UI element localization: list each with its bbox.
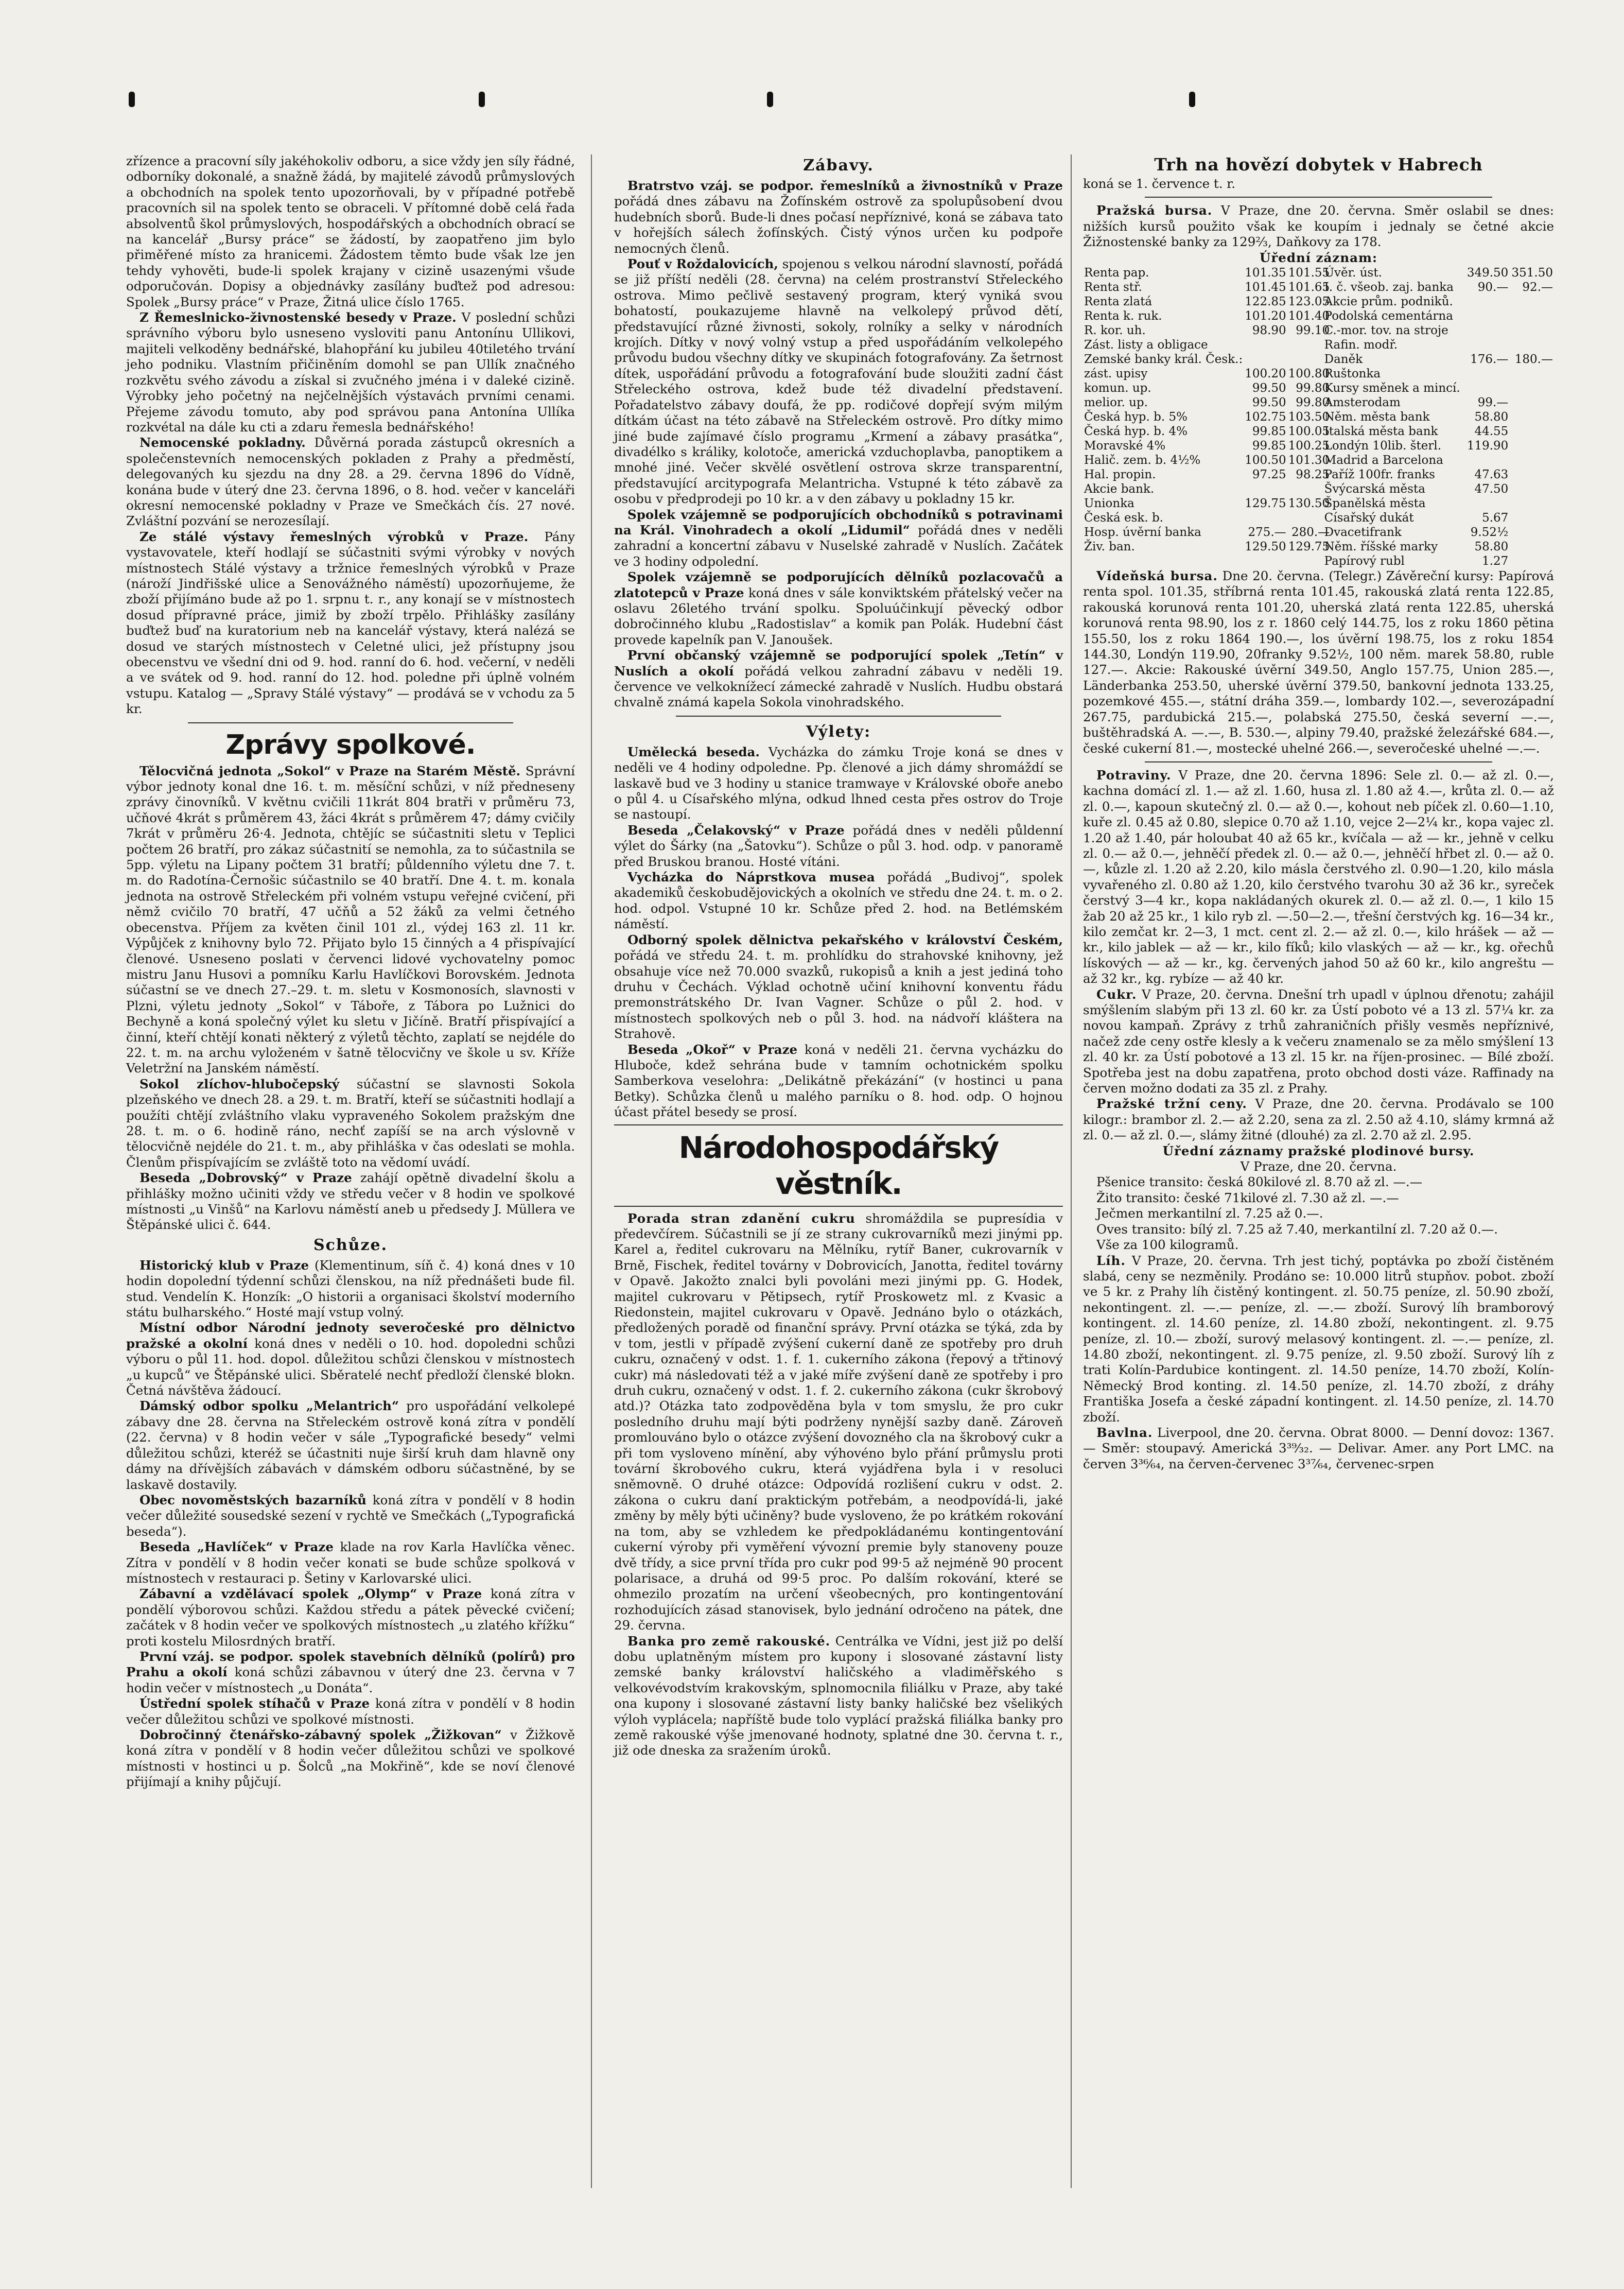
kurs-name: Zást. listy a obligace (1084, 338, 1208, 352)
zabava-item (614, 256, 1063, 507)
kurs-zbozi: 180.— (1514, 353, 1553, 367)
kurs-name: zást. upisy (1084, 367, 1148, 381)
kurs-name: Španělská města (1324, 497, 1426, 511)
schuze-item-heading: Zábavní a vzdělávací spolek „Olymp“ v Praze (139, 1586, 482, 1602)
kurs-name: Kursy směnek a mincí. (1324, 382, 1460, 395)
bavlna-text: Liverpool, dne 20. června. Obrat 8000. — Denní dovoz: 1367. — Směr: stoupavý. Americká 3³⁹⁄₃₂. — Delivar. Amer. any Port LMC. na červen 3³⁶⁄₆₄, na červen-červenec 3³⁷⁄₆₄, červenec-srpen (1083, 1425, 1555, 1471)
schuze-item-text: koná zítra v pondělí v 8 hodin večer důležité sousedské sezení v rychtě ve Smečkách („Typografická beseda“). (126, 1492, 575, 1539)
kurs-name: Ruštonka (1324, 367, 1381, 381)
kurs-row (1323, 309, 1554, 323)
kurs-name: I. č. všeob. zaj. banka (1324, 281, 1454, 294)
kurs-zbozi: 101.30 (1288, 454, 1330, 467)
vylet-item-heading: Odborný spolek dělnictva pekařského v království Českém, (627, 932, 1063, 947)
kurs-name: Česká hyp. b. 5% (1084, 410, 1188, 424)
schuze-item (126, 1539, 575, 1586)
cukr-text: V Praze, 20. června. Dnešní trh upadl v úplnou dřenotu; zahájil smýšlením slabým při 13 zl. 60 kr. za Ústí poboto vé a 13 zl. 57¼ kr. za novou kampaň. Zprávy z trhů zahraničních přišly vesměs nepříznivé, načež zde ceny ostře klesly a k večeru znamenalo se za mělo smýšlení 13 zl. 40 kr. za Ústí pobotové a 13 zl. 15 kr. na říjen-prosinec. — Bílé zboží. Spotřeba jest na dobu zapatřena, proto obchod dosti váze. Raffinady na červen možno dodati za 35 zl. z Prahy. (1083, 986, 1554, 1096)
kurs-name: Unionka (1084, 497, 1134, 511)
kurs-zbozi: 98.25 (1296, 468, 1330, 482)
punch-mark (767, 92, 773, 107)
schuze-item-text: (Klementinum, síň č. 4) koná dnes v 10 hodin dopolední týdenní schůzi členskou, na níž přednášeti bude fil. stud. Vendelín K. Honzík: „O historii a organisaci školství moderního státu bulharského.“ Hosté mají vstup volný. (126, 1257, 575, 1320)
kurs-zbozi: 351.50 (1511, 266, 1553, 280)
kurs-name: Zemské banky král. Česk.: (1084, 353, 1243, 367)
kurs-row (1083, 467, 1331, 482)
schuze-item (126, 1696, 575, 1727)
kurs-zbozi: 100.80 (1288, 367, 1330, 381)
schuze-item-heading: Obec novoměstských bazarníků (139, 1492, 366, 1507)
schuze-item-heading: Dámský odbor spolku „Melantrich“ (139, 1398, 399, 1414)
kurs-row (1323, 266, 1554, 280)
kurs-zbozi (1509, 482, 1554, 496)
kurs-pen: 47.63 (1474, 468, 1509, 482)
kurs-row (1083, 338, 1331, 352)
punch-mark (129, 92, 135, 107)
notice-item-heading: Nemocenské pokladny. (139, 435, 306, 450)
kurs-row (1083, 540, 1331, 554)
section-title-spolky: Zprávy spolkové. (225, 729, 476, 760)
kurs-zbozi: 99.80 (1296, 396, 1330, 410)
kurs-zbozi (1509, 453, 1554, 467)
viden-text: Dne 20. června. (Telegr.) Závěreční kursy: Papírová renta spol. 101.35, stříbrná renta 101.45, rakouská zlatá renta 122.85, rakouská korunová renta 101.20, uherská zlatá renta 122.85, uherská korunová renta 98.90, los z r. 1860 celý 144.75, los z roku 1860 pětina 155.50, los z roku 1864 190.—, los úvěrní 198.75, los z roku 1854 144.30, Londýn 119.90, 20franky 9.52½, 100 něm. marek 58.80, ruble 127.—. Akcie: Rakouské úvěrní 349.50, Anglo 157.75, Union 285.—, Länderbanka 253.50, uherské úvěrní 379.50, bankovní jednota 133.25, pozemkové 455.—, státní dráha 359.—, lombardy 102.—, severozápadní 267.75, pardubická 215.—, polabská 275.50, česká severní —.—, buštěhradská A. —.—, B. 530.—, alpiny 79.40, pražské železářské 684.—, české cukerní 81.—, mostecké uhelné 266.—, severočeské uhelné —.—. (1083, 568, 1554, 756)
schuze-item-text: pro uspořádání velkolepé zábavy dne 28. června na Střeleckém ostrově koná zítra v pondělí (22. června) v 8 hodin večer v sále „Typografické besedy“ velmi důležitou schůzi, kteréž se účastniti nuje širší kruh dam hlavně ony dámy na dřívějších zábavách v dámském odboru súčastněné, by se laskavě dostavily. (126, 1398, 575, 1492)
kurs-pen: 9.52½ (1470, 526, 1509, 540)
zabava-item (614, 507, 1063, 570)
schuze-item (126, 1649, 575, 1696)
vylet-item-heading: Beseda „Čelakovský“ v Praze (627, 822, 845, 838)
kurs-pen (1244, 511, 1287, 525)
kurs-pen: 102.75 (1245, 410, 1286, 424)
kurs-pen: 1.27 (1482, 554, 1509, 568)
kursy-right (1323, 266, 1554, 568)
uredni-line: Pšenice transito: česká 80kilové zl. 8.70 až zl. —.— (1096, 1174, 1423, 1190)
uredni-line: Ječmen merkantilní zl. 7.25 až 0.—. (1096, 1206, 1323, 1221)
kurs-row (1323, 280, 1554, 294)
kurs-zbozi (1509, 395, 1554, 410)
kurs-pen: 99.50 (1252, 396, 1286, 410)
kurs-zbozi: 129.75 (1288, 540, 1330, 554)
notice-item-text: Důvěrná porada zástupců okresních a společenstevních nemocenských pokladen z Prahy a předměstí, delegovaných ku sjezdu na dny 28. a 29. června 1896 do Vídně, konána bude v úterý dne 23. června 1896, o 8. hod. večer v kanceláři okresní nemocenské pokladny v Praze ve Smečkách čís. 27 nové. Zvláštní pozvání se nerozesílají. (126, 435, 575, 529)
kurs-name: Papírový rubl (1324, 554, 1405, 568)
schuze-item-text: koná zítra v pondělí v 8 hodin večer důležitou schůzi ve spolkové místnosti. (126, 1696, 575, 1727)
kurs-pen: 100.20 (1245, 367, 1286, 381)
kurs-zbozi: 92.— (1522, 281, 1553, 294)
notice-item (126, 435, 575, 529)
kurs-pen (1465, 338, 1510, 352)
spolek-item-text: Správní výbor jednoty konal dne 16. t. m. měsíční schůzi, v níž předneseny zprávy činovníků. V květnu cvičili 11krát 804 bratři v průměru 73, učňové 4krát s průměrem 43, žáci 4krát s průměrem 47; dámy cvičily 7krát v průměru 26·4. Jednota, chtějíc se súčastniti sletu v Teplici počtem 26 bratří, pro zákaz súčastnití se nemohla, za to súčastnila se 5pp. výletu na Lipany počtem 31 bratří; půldenního výletu dne 7. t. m. do Radotína-Černošic súčastnilo se 40 bratří. Dne 4. t. m. konala jednota na ostrově Střeleckém při volném vstupu veřejné cvičení, při němž cvičilo 70 bratří, 47 učňů a 52 žáků za velmi četného obecenstva. Příjem za květen činil 101 zl., výdej 163 zl. 11 kr. Výpůjček z knihovny bylo 72. Přijato bylo 15 činných a 4 přispívající členové. Usneseno poslati v červenci lidové vychovatelny pomoc mistru Janu Husovi a pomníku Karlu Havlíčkovi Borovském. Jednota súčastní se ve dnech 27.–29. t. m. sletu v Kosmonosích, slavnosti v Plzni, výletu jednoty „Sokol“ v Táboře, z Tábora po Lužnici do Bechyně a koná společný výlet ku sletu v Jičíně. Bratří přispívající a činní, kteří chtějí konati některý z výletů těchto, zaplatí se nejdéle do 22. t. m. na archu vyloženém v šatně tělocvičny ve škole u sv. Kříže Veletržní na Janském náměstí. (126, 763, 575, 1076)
banka-text: Centrálka ve Vídni, jest již po delší dobu uplatněným místem pro kupony i slosované zástavní listy zemské banky království haličského a vladiměřského s velkovévodstvím krakovským, splnomocnila filiálku v Praze, aby také ona kupony i slosované zástavní listy banky haličské bez všelikých výloh vyplácela; napříště bude tolo vyplácí pražská filiálka banky pro země rakouské výše jmenované hodnoty, splatné dne 30. června t. r., již ode dneska za sražením úroků. (614, 1633, 1063, 1758)
kurs-pen: 119.90 (1466, 439, 1509, 453)
schuze-item (126, 1727, 575, 1790)
spolek-item (126, 764, 575, 1077)
kurs-zbozi: 99.80 (1296, 382, 1330, 395)
kurs-pen: 349.50 (1466, 266, 1509, 280)
kurs-pen (1244, 352, 1287, 367)
porada-heading: Porada stran zdanění cukru (627, 1210, 855, 1226)
schuze-item-heading: První vzáj. se podpor. spolek stavebních dělníků (polírů) pro Prahu a okolí (126, 1649, 575, 1680)
kurs-pen (1465, 381, 1510, 395)
potraviny-text: V Praze, dne 20. června 1896: Sele zl. 0.— až zl. 0.—, kachna domácí zl. 1.— až zl. 1.60, husa zl. 1.80 až 4.—, krůta zl. 0.— až zl. 0.—, kapoun skutečný zl. 0.— až 0.—, kohout neb píček zl. 0.60—1.10, kuře zl. 0.45 až 0.80, slepice 0.70 až 1.10, vejce 2—2¼ kr., kopa vajec zl. 1.20 až 1.40, pár holoubat 40 až 65 kr., kvíčala — až — kr., jehně v celku zl. 0.— až 0.—, jehněčí předek zl. 0.— až 0.—, jehněčí hřbet zl. 0.— až 0.—, kůzle zl. 1.20 až 2.20, kilo másla čerstvého zl. 0.90—1.20, kilo másla vyvařeného zl. 0.80 až 1.20, kilo čerstvého tvarohu 30 až 36 kr., syreček čerstvý 3—4 kr., kopa nakládaných okurek zl. 0.— až zl. 0.—, 1 kilo 15 žab 20 až 25 kr., 1 kilo ryb zl. —.50—2.—, třešní čerstvých kg. 16—34 kr., kilo zemčat kr. 2—3, 1 mct. cent zl. 2.— až zl. 0.—, kilo hrášek — až — kr., kilo jablek — až — kr., kilo fíků; kilo vlaských — až — kr., kg. ořechů lískových — až — kr., kg. červených jahod 50 až 60 kr., kilo angreštu — až 32 kr., kg. rybíze — až 40 kr. (1083, 767, 1555, 986)
kurs-pen: 99.85 (1252, 439, 1286, 453)
kurs-zbozi (1509, 511, 1554, 525)
kurs-row (1323, 367, 1554, 381)
kurs-pen: 98.90 (1252, 324, 1286, 338)
kurs-pen: 100.50 (1245, 454, 1286, 467)
kurs-pen: 122.85 (1245, 295, 1286, 309)
kurs-row (1083, 395, 1331, 410)
kurs-pen: 5.67 (1482, 511, 1509, 525)
zabava-item-text: pořádá dnes v neděli zahradní a koncertní zábavu v Nuselské zahradě v Nuslích. Začátek ve 3 hodiny odpolední. (614, 522, 1063, 569)
spolek-item-heading: Tělocvičná jednota „Sokol“ v Praze na Starém Městě. (139, 763, 521, 778)
kurs-row (1323, 410, 1554, 424)
spolek-item-heading: Sokol zlíchov-hlubočepský (139, 1076, 340, 1091)
kurs-pen: 176.— (1470, 353, 1509, 367)
vylety-list (614, 744, 1063, 1120)
zabava-item-heading: Bratrstvo vzáj. se podpor. řemeslníků a živnostníků v Praze (627, 178, 1063, 193)
vylet-item-text: Vycházka do zámku Troje koná se dnes v neděli ve 4 hodiny odpoledne. Pp. členové a jich dámy shromáždí se laskavě bud ve 3 hodiny u stanice tramwaye v Královské oboře anebo o půl 4. u Císařského mlýna, odkud lhned cesta přes ostrov do Troje se nastoupí. (614, 744, 1063, 822)
kurs-zbozi: 130.50 (1288, 497, 1330, 511)
vylet-item-heading: Umělecká beseda. (627, 744, 760, 759)
kurs-name: Renta pap. (1084, 266, 1149, 280)
schuze-item-heading: Místní odbor Národní jednoty severočeské pro dělnictvo pražské a okolní (126, 1320, 575, 1351)
kurs-row (1083, 496, 1331, 511)
kurs-row (1083, 381, 1331, 395)
kurs-row (1323, 467, 1554, 482)
kurs-zbozi: 103.50 (1288, 410, 1330, 424)
kurs-pen (1244, 482, 1287, 496)
column-rule (1071, 154, 1072, 2188)
kurs-name: Italská města bank (1324, 425, 1438, 439)
punch-mark (1189, 92, 1195, 107)
kurs-zbozi (1509, 294, 1554, 309)
schuze-item-heading: Ústřední spolek stíhačů v Praze (139, 1696, 370, 1711)
kurs-zbozi: 101.40 (1288, 309, 1330, 323)
kurs-name: Londýn 10lib. šterl. (1324, 439, 1442, 453)
kurs-row (1323, 338, 1554, 352)
kurs-name: komun. up. (1084, 382, 1151, 395)
kurs-zbozi (1509, 540, 1554, 554)
uredni-heading: Úřední záznamy pražské plodinové bursy. (1162, 1143, 1475, 1158)
uredni-date: V Praze, dne 20. června. (1240, 1159, 1397, 1174)
schuze-item (126, 1398, 575, 1492)
kurs-zbozi: 99.10 (1296, 324, 1330, 338)
kurs-row (1323, 482, 1554, 496)
kurs-name: Renta k. ruk. (1084, 309, 1162, 323)
zabavy-list (614, 178, 1063, 710)
vylet-item (614, 823, 1063, 870)
zabava-item (614, 569, 1063, 648)
kurs-name: Něm. říšské marky (1324, 540, 1438, 554)
spolek-item (126, 1077, 575, 1170)
column-1 (126, 153, 575, 1790)
kurs-pen: 44.55 (1474, 425, 1509, 439)
schuze-item (126, 1258, 575, 1321)
kurs-row (1323, 496, 1554, 511)
schuze-item-heading: Historický klub v Praze (139, 1257, 309, 1273)
kurs-pen: 101.20 (1245, 309, 1286, 323)
zabava-item-text: spojenou s velkou národní slavností, pořádá se již příští neděli (28. června) na celém prostranství Střeleckého ostrova. Mimo pečlivě sestavený program, který vyniká svou bohatostí, poukazujeme hlavně na velkolepý průvod dětí, představující různé živnosti, sokoly, rolníky a selky v národních krojích. Dítky v nový volný vstup a před uspořádáním velkolepého průvodu budou všechny dítky ve skupinách fotografovány. Za šetrnost dítek, uspořádání průvodu a fotografování bude sloužiti zadní část Střeleckého ostrova, kdež bude též divadelní představení. Pořadatelstvo zábavy doufá, že pp. rodičové dopřejí svým milým dítkám účast na této zábavě na Střeleckém ostrově. Pro dítky mimo jiné bude zajímavé číslo programu „Krmení a zábavy prasátka“, divadélko s králiky, kolotoče, americká vzduchoplavba, panoptikem a mnohé jiné. Večer skvělé osvětlení ostrova skrze transparentní, představující arcitypografa Melantricha. Vstupné k této zábavě za osobu v předprodeji po 10 kr. a v den zábavy u pokladny 15 kr. (614, 256, 1063, 507)
vylet-item-text: pořádá dnes v neděli půldenní výlet do Šárky (na „Šatovku“). Schůze o půl 3. hod. odp. v panoramě před Bruskou branou. Hosté vítáni. (614, 822, 1063, 869)
kurs-row (1323, 294, 1554, 309)
kurs-name: melior. up. (1084, 396, 1148, 410)
kurs-row (1083, 280, 1331, 294)
trzni-text: V Praze, dne 20. června. Prodávalo se 100 kilogr.: brambor zl. 2.— až 2.20, sena za zl. 2.50 až 4.10, slámy krmná až zl. 0.— až zl. 0.—, slámy žitné (dlouhé) za zl. 2.70 až zl. 2.95. (1083, 1096, 1554, 1143)
kurs-row (1323, 439, 1554, 453)
kurs-zbozi: 280.— (1291, 526, 1330, 540)
kurs-zbozi: 101.55 (1288, 266, 1330, 280)
kurs-pen: 129.50 (1245, 540, 1286, 554)
kurs-pen: 97.25 (1252, 468, 1286, 482)
kurs-name: Daněk (1324, 353, 1363, 367)
zabava-item-heading: Pouť v Roždalovicích, (627, 256, 778, 272)
bavlna-heading: Bavlna. (1096, 1425, 1153, 1440)
kurs-row (1083, 410, 1331, 424)
kurs-name: Akcie bank. (1084, 482, 1155, 496)
kurs-pen: 129.75 (1245, 497, 1286, 511)
spolek-item-text: súčastní se slavnosti Sokola plzeňského ve dnech 28. a 29. t. m. Bratří, kteří se súčastniti hodlají a použíti chtějí zvláštního vlaku vypraveného Sokolem pražským dne 28. t. m. o 6. hodině ráno, nechť zapíší se na arch výslovně v tělocvičně nejdéle do 21. t. m., aby přihláška v čas odeslati se mohla. Členům přispívajícím se zvláště toto na vědomí uvádí. (126, 1076, 575, 1170)
kurs-pen (1465, 453, 1510, 467)
spolky-list (126, 764, 575, 1233)
section-title-vylety: Výlety: (806, 722, 871, 741)
viden-heading: Vídeňská bursa. (1096, 568, 1218, 584)
spolek-item-text: zahájí opětně divadelní školu a přihlášky možno učiniti vždy ve středu večer v 8 hodin ve spolkové místnosti „u Vinšů“ na Karlovu náměstí aneb u předsedy J. Müllera ve Štěpánské ulici č. 644. (126, 1170, 575, 1233)
kurs-zbozi (1509, 338, 1554, 352)
kurs-row (1323, 424, 1554, 439)
divider (1145, 197, 1492, 198)
divider (1145, 761, 1492, 762)
banka-heading: Banka pro země rakouské. (627, 1633, 831, 1649)
schuze-item-text: koná zítra v pondělí výborovou schůzi. Každou středu a pátek pěvecké cvičení; začátek v 8 hodin večer ve spolkových místnostech „u zlatého křížku“ proti kostelu Milosrdných bratří. (126, 1586, 575, 1649)
zabava-item-heading: Spolek vzájemně se podporujících obchodníků s potravinami na Král. Vinohradech a okolí „Lidumil“ (614, 507, 1063, 537)
kurs-name: Akcie prům. podniků. (1324, 295, 1453, 309)
kursy-left (1083, 266, 1331, 554)
notice-item-heading: Ze stálé výstavy řemeslných výrobků v Praze. (139, 529, 529, 544)
kurs-zbozi (1509, 424, 1554, 439)
kurs-row (1323, 352, 1554, 367)
kurs-name: Císařský dukát (1324, 511, 1414, 525)
spolek-item-heading: Beseda „Dobrovský“ v Praze (139, 1170, 352, 1186)
kurs-name: Dvacetifrank (1324, 526, 1402, 540)
trh-text: koná se 1. července t. r. (1083, 176, 1236, 191)
kurs-row (1323, 453, 1554, 467)
intro-paragraph: zřízence a pracovní síly jakéhokoliv odboru, a sice vždy jen síly řádné, odborníky dokonalé, a snažně žádá, by majitelé závodů průmyslových a obchodních na spolek tento upozorňovali, by v případné potřebě pracovních sil na spolek tento se obraceli. V přítomné době celá řada absolventů škol průmyslových, hospodářských a obchodních obrací se na kancelář „Bursy práce“ se žádostí, by zaopatřeno jim bylo přiměřené místo za hranicemi. Žádostem těmto bude však lze jen tehdy vyhověti, bude-li spolek krajany v cizině usazenými všude odporučován. Dopisy a objednávky zasílány buďtež pod adresou: Spolek „Bursy práce“ v Praze, Žitná ulice číslo 1765. (126, 153, 575, 309)
bursa-heading: Pražská bursa. (1096, 203, 1213, 218)
kurs-row (1083, 424, 1331, 439)
kurs-name: Úvěr. úst. (1324, 266, 1382, 280)
zabava-item-text: pořádá velkou zahradní zábavu v neděli 19. července ve velkoknížecí zámecké zahradě v Nuslích. Hudbu obstará chvalně známá kapela Sokola vinohradského. (614, 663, 1063, 710)
kurs-row (1083, 266, 1331, 280)
lih-heading: Líh. (1096, 1253, 1126, 1268)
kurs-name: Moravské 4% (1084, 439, 1166, 453)
kurs-row (1083, 294, 1331, 309)
section-title-vestnik: Národohospodářský věstník. (678, 1130, 999, 1201)
kurs-row (1083, 323, 1331, 338)
kurs-zbozi: 123.05 (1288, 295, 1330, 309)
kurs-row (1323, 381, 1554, 395)
kurs-zbozi (1509, 381, 1554, 395)
section-title-schuze: Schůze. (313, 1236, 388, 1254)
uredni-line: Žito transito: české 71kilové zl. 7.30 až zl. —.— (1096, 1190, 1399, 1205)
zabava-item-text: pořádá dnes zábavu na Žofínském ostrově za spolupůsobení dvou hudebních sborů. Bude-li dnes počasí nepříznivé, koná se zábava tato v hořejších sálech žofínských. Čistý výnos určen ku podpoře nemocných členů. (614, 194, 1063, 256)
kurs-zbozi (1509, 525, 1554, 540)
column-rule (591, 154, 592, 2188)
kurs-name: Renta stř. (1084, 281, 1142, 294)
kurs-row (1323, 395, 1554, 410)
kurs-name: Něm. města bank (1324, 410, 1430, 424)
kurs-pen: 90.— (1477, 281, 1509, 294)
kurs-pen (1244, 338, 1287, 352)
column-2 (614, 153, 1063, 1759)
kurs-row (1323, 540, 1554, 554)
vylet-item (614, 932, 1063, 1042)
kurs-row (1083, 482, 1331, 496)
kurs-row (1083, 525, 1331, 540)
notice-item-text: V poslední schůzi správního výboru bylo usneseno vysloviti panu Antonínu Ullikovi, majiteli velkoděny bednářské, blahopřání ku jubileu 40tiletého trvání jeho podniku. Vlastním přičiněním domohl se pan Ullík značného rozkvětu svého závodu a získal si zvučného jména i v daleké cizině. Výrobky jeho početný na nejčelnějších výstavách prvními cenami. Přejeme závodu tomuto, aby pod správou pana Antonína Ullíka rozkvétal na dále ku cti a zdaru řemesla bednářského! (126, 310, 575, 435)
kurs-row (1083, 453, 1331, 467)
kurs-row (1323, 323, 1554, 338)
kurs-row (1083, 309, 1331, 323)
spolek-item (126, 1170, 575, 1233)
divider (188, 722, 513, 723)
vylet-item (614, 1042, 1063, 1120)
schuze-list (126, 1258, 575, 1790)
vylet-item-text: pořádá ve středu 24. t. m. prohlídku do strahovské knihovny, jež obsahuje více než 70.000 svazků, rukopisů a knih a jest jediná toho druhu v Čechách. Výklad ochotně učiní knihovní konventu řádu premonstrátského Dr. Ivan Vagner. Schůze o půl 2. hod. v místnostech spolkových neb o půl 3. hod. na nádvoří kláštera na Strahově. (614, 948, 1063, 1042)
vylet-item (614, 744, 1063, 823)
kurs-zbozi: 100.05 (1288, 425, 1330, 439)
kurs-pen (1465, 294, 1510, 309)
kurs-row (1323, 525, 1554, 540)
trh-heading: Trh na hovězí dobytek v Habrech (1154, 154, 1483, 175)
schuze-item-text: v Žižkově koná zítra v pondělí v 8 hodin večer důležitou schůzi ve spolkové místnosti v hostinci u p. Šolců „na Mokřině“, kde se noví členové přijímají a knihy půjčují. (126, 1727, 575, 1790)
notice-item (126, 310, 575, 435)
schuze-item-heading: Beseda „Havlíček“ v Praze (139, 1539, 334, 1555)
kurs-zbozi: 101.65 (1288, 281, 1330, 294)
divider (676, 716, 1001, 717)
trzni-heading: Pražské tržní ceny. (1096, 1096, 1247, 1112)
zabava-item-heading: První občanský vzájemně se podporující spolek „Tetín“ v Nuslích a okolí (614, 648, 1063, 679)
schuze-item (126, 1320, 575, 1398)
kurs-row (1083, 439, 1331, 453)
kurs-name: C.-mor. tov. na stroje (1324, 324, 1448, 338)
kurs-name: Podolská cementárna (1324, 309, 1453, 323)
kurs-pen: 58.80 (1474, 540, 1509, 554)
zabava-item (614, 178, 1063, 256)
vylet-item-text: koná v neděli 21. června vycházku do Hluboče, kdež sehrána bude v tamním ochotnickém spolku Samberkova veselohra: „Delikátně překázání“ (v hostinci u pana Betky). Schůzka členů u malého parníku o 8. hod. odp. O hojnou účast přátel besedy se prosí. (614, 1042, 1063, 1120)
kurs-name: Živ. ban. (1084, 540, 1135, 554)
zabava-item-heading: Spolek vzájemně se podporujících dělníků pozlacovačů a zlatotepců v Praze (614, 569, 1063, 600)
kurs-pen (1465, 496, 1510, 511)
kurs-name: R. kor. uh. (1084, 324, 1146, 338)
kurs-row (1083, 352, 1331, 367)
kurs-row (1083, 511, 1331, 525)
kurs-row (1083, 367, 1331, 381)
uredni-line: Oves transito: bílý zl. 7.25 až 7.40, merkantilní zl. 7.20 až 0.—. (1096, 1221, 1498, 1237)
potraviny-heading: Potraviny. (1096, 767, 1172, 783)
kurs-name: Renta zlatá (1084, 295, 1152, 309)
kurs-pen: 99.50 (1252, 382, 1286, 395)
cukr-heading: Cukr. (1096, 986, 1137, 1002)
lih-text: V Praze, 20. června. Trh jest tichý, poptávka po zboží čistěném slabá, ceny se nezměnily. Prodáno se: 10.000 litrů stupňov. pobot. zboží ve 5 kr. z Prahy líh čistěný kontingent. zl. 50.75 peníze, zl. 50.90 zboží, nekontingent. zl. —.— peníze, zl. —.— zboží. Surový líh bramborový kontingent. zl. 14.60 peníze, zl. 14.80 zboží, nekontingent. zl. 9.75 peníze, zl. 10.— zboží, surový melasový kontingent. zl. —.— peníze, zl. 14.80 zboží, nekontingent. zl. 9.75 peníze, zl. 9.50 zboží. Surový líh z trati Kolín-Pardubice kontingent. zl. 14.50 peníze, 14.70 zboží, Kolín-Německý Brod konting. zl. 14.50 peníze, zl. 14.70 zboží, z dráhy Františka Josefa a české západní kontingent. zl. 14.50 peníze, zl. 14.70 zboží. (1083, 1253, 1554, 1425)
kurs-name: Amsterodam (1324, 396, 1401, 410)
notice-item (126, 529, 575, 717)
schuze-item (126, 1586, 575, 1649)
kurs-zbozi (1509, 439, 1554, 453)
schuze-item-text: klade na rov Karla Havlíčka věnec. Zítra v pondělí v 8 hodin večer konati se bude schůze spolková v místnostech v restauraci p. Šetiny v Karlovarské ulici. (126, 1539, 575, 1586)
divider (614, 1206, 1063, 1207)
zabava-item-text: koná dnes v sále konviktském přátelský večer na oslavu 26letého trvání spolku. Spoluúčinkují pěvecký odbor dobročinného klubu „Radostislav“ a komik pan Polák. Hudební část provede kapelník pan V. Janoušek. (614, 585, 1063, 647)
kurs-zbozi (1509, 410, 1554, 424)
kurs-name: Česká esk. b. (1084, 511, 1163, 525)
vylet-item-heading: Vycházka do Náprstkova musea (627, 870, 875, 885)
bursa-text: V Praze, dne 20. června. Směr oslabil se dnes: nižších kursů použito však ke koupím i jednaly se četné akcie Žižnostenské banky za 129⅔, Daňkovy za 178. (1083, 203, 1554, 250)
uredni-list (1083, 1174, 1554, 1253)
kurs-zbozi (1509, 367, 1554, 381)
kurs-pen: 275.— (1248, 526, 1286, 540)
kurs-pen: 101.45 (1245, 281, 1286, 294)
kurs-name: Rafin. modř. (1324, 338, 1398, 352)
vylet-item-text: pořádá „Budivoj“, spolek akademiků českobudějovických a okolních ve středu dne 24. t. m. o 2. hod. odpol. Vstupné 10 kr. Schůze před 2. hod. na Betlémském náměstí. (614, 870, 1063, 932)
kurs-row (1323, 511, 1554, 525)
vylet-item (614, 870, 1063, 932)
kurs-name: Hal. propin. (1084, 468, 1156, 482)
kursy-table (1083, 266, 1554, 568)
kurs-pen: 99.— (1477, 396, 1509, 410)
schuze-item-text: koná schůzi zábavnou v úterý dne 23. června v 7 hodin večer v místnostech „u Donáta“. (126, 1664, 575, 1695)
kurs-zbozi: 100.25 (1288, 439, 1330, 453)
kurs-pen (1465, 367, 1510, 381)
kurs-row (1323, 554, 1554, 568)
kursy-heading: Úřední záznam: (1260, 250, 1377, 265)
col1-items (126, 310, 575, 717)
kurs-zbozi (1509, 467, 1554, 482)
divider (614, 1124, 1063, 1125)
kurs-zbozi (1509, 309, 1554, 323)
punch-mark (479, 92, 485, 107)
zabava-item (614, 648, 1063, 710)
notice-item-text: Pány vystavovatele, kteří hodlají se súčastniti svými výrobky v nových místnostech Stálé výstavy a tržnice řemeslných výrobků v Praze (nároží Jindřišské ulice a Senovážného náměstí) upozorňujeme, že zboží přijímáno bude až po 1. srpnu t. r., any konají se v místnostech dosud přípravné práce, jimiž by zboží trpělo. Přihlášky zasílány buďtež buď na kuratorium neb na kancelář výstavy, která nalézá se dosud ve starých místnostech v Celetné ulici, jež přístupny jsou obecenstvu ve všední dni od 9. hod. ranní do 6. hod. večerní, v neděli a ve svátek od 9. hod. ranní do 12. hod. poledne při úplně volném vstupu. Katalog — „Spravy Stálé výstavy“ — prodává se v vchodu za 5 kr. (126, 529, 575, 717)
kurs-name: Halič. zem. b. 4½% (1084, 454, 1201, 467)
kurs-zbozi (1509, 496, 1554, 511)
kurs-name: Madrid a Barcelona (1324, 454, 1443, 467)
kurs-pen: 58.80 (1474, 410, 1509, 424)
kurs-pen: 47.50 (1474, 482, 1509, 496)
schuze-item (126, 1493, 575, 1539)
porada-text: shromáždila se pupresídia v předevčírem. Súčastnili se jí ze strany cukrovarníků mezi jinými pp. Karel a, ředitel cukrovaru na Mělníku, rytíř Baner, cukrovarník v Brně, Fischek, ředitel továrny v Dobrovicích, Janotta, ředitel továrny v Opavě. Jakožto znalci byli povoláni mezi jinými pp. G. Hodek, majitel cukrovaru v Pětipsech, rytíř Proskowetz ml. z Kvasic a Riedonstein, majitel cukrovaru v Opavě. Jednáno bylo o otázkách, předložených poradě od finanční správy. První otázka se týká, zda by v tom, jestli v případě zvýšení cukerní daně ze spotřeby pro druh cukru, označený v odst. 1. f. 1. cukerního zákona (řepový a třtinový cukr) má následovati též a v jaké míře zvýšení daně ze spotřeby i pro druh cukru, označený v odst. 1. f. 2. cukerního zákona (cukr škrobový atd.)? Otázka tato zodpověděna byla v tom smyslu, že pro cukr posledního druhu mají býti podrženy nynější sazby daně. Zároveň promlouváno bylo o otázce zvýšení dovozného cla na škrobový cukr a při tom vysloveno mínění, aby výhovéno bylo přání průmyslu proti tovární škrobového cukru, která vyjádřena byla i v resoluci sněmovně. O druhé otázce: Odpovídá rozlišení cukru v odst. 2. zákona o cukru daní praktickým potřebám, a neodpovídá-li, jaké změny by měly býti učiněny? bude vysloveno, že po krátkém rokování na tom, aby se vzhledem ke předpokládanému kontingentování cukerní výroby při vyměření vývozní premie byly stanoveny pouze dvě třídy, a sice první třída pro cukr pod 99·5 až nejméně 90 procent polarisace, a druhá od 99·5 proc. Po dalším rokování, které se ohmezilo prozatím na určení všeobecných, pro kontingentování rozhodujících zásad stanovisek, bylo jednání odročeno na pátek, dne 29. června. (614, 1210, 1063, 1633)
kurs-name: Hosp. úvěrní banka (1084, 526, 1201, 540)
kurs-pen (1465, 309, 1510, 323)
uredni-line: Vše za 100 kilogramů. (1096, 1237, 1239, 1253)
section-title-zabavy: Zábavy. (803, 157, 874, 175)
kurs-pen: 101.35 (1245, 266, 1286, 280)
schuze-item-heading: Dobročinný čtenářsko-zábavný spolek „Žižkovan“ (139, 1727, 502, 1742)
vylet-item-heading: Beseda „Okoř“ v Praze (627, 1042, 798, 1057)
kurs-name: Paříž 100fr. franks (1324, 468, 1435, 482)
notice-item-heading: Z Řemeslnicko-živnostenské besedy v Praze. (139, 310, 457, 325)
column-3 (1083, 153, 1554, 1472)
kurs-name: Švýcarská města (1324, 482, 1425, 496)
kurs-zbozi (1509, 323, 1554, 338)
kurs-name: Česká hyp. b. 4% (1084, 425, 1188, 439)
kurs-pen (1465, 323, 1510, 338)
schuze-item-text: koná dnes v neděli o 10. hod. dopoledni schůzi výboru o půl 11. hod. dopol. důležitou schůzi členskou v místnostech „u kupců“ ve Štěpánské ulici. Sběratelé nechť předloží členské blokn. Četná návštěva žádoucí. (126, 1336, 575, 1398)
kurs-pen: 99.85 (1252, 425, 1286, 439)
kurs-zbozi (1509, 554, 1554, 568)
